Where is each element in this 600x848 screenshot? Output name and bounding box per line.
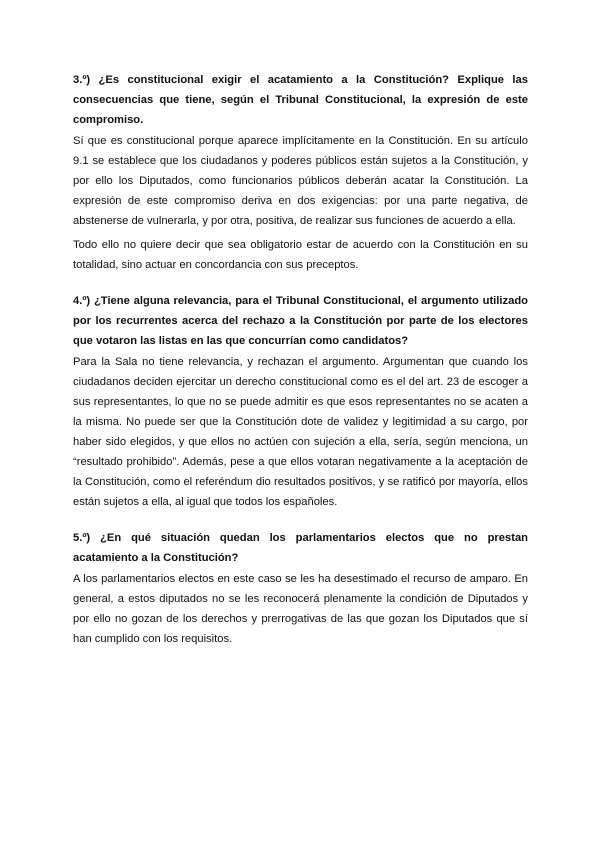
question-section-3	[73, 70, 528, 275]
answer-3-paragraph-2: Todo ello no quiere decir que sea obligatorio estar de acuerdo con la Constitución en su totalidad, sino actuar en concordancia con sus preceptos.	[73, 239, 528, 271]
question-3-heading: 3.º) ¿Es constitucional exigir el acatamiento a la Constitución? Explique las consecuencias que tiene, según el Tribunal Constitucional, la expresión de este compromiso.	[73, 74, 528, 126]
question-section-5	[73, 528, 528, 649]
question-5-heading: 5.º) ¿En qué situación quedan los parlamentarios electos que no prestan acatamiento a la Constitución?	[73, 532, 528, 564]
document-page	[73, 70, 528, 665]
answer-4-paragraph-1: Para la Sala no tiene relevancia, y rechazan el argumento. Argumentan que cuando los ciudadanos deciden ejercitar un derecho constitucional como es el del art. 23 de escoger a sus representantes, lo que no se puede admitir es que esos representantes no se acaten a la misma. No puede ser que la Constitución dote de validez y legitimidad a su cargo, por haber sido elegidos, y que ellos no actúen con sujeción a ella, sería, según menciona, un “resultado prohibido”. Además, pese a que ellos votaran negativamente a la aceptación de la Constitución, como el referéndum dio resultados positivos, y se ratificó por mayoría, ellos están sujetos a ella, al igual que todos los españoles.	[73, 356, 528, 508]
question-4-heading: 4.º) ¿Tiene alguna relevancia, para el Tribunal Constitucional, el argumento utilizado por los recurrentes acerca del rechazo a la Constitución por parte de los electores que votaron las listas en las que concurrían como candidatos?	[73, 295, 528, 347]
question-section-4	[73, 291, 528, 512]
answer-3-paragraph-1: Sí que es constitucional porque aparece implícitamente en la Constitución. En su artículo 9.1 se establece que los ciudadanos y poderes públicos están sujetos a la Constitución, y por ello los Diputados, como funcionarios públicos deberán acatar la Constitución. La expresión de este compromiso deriva en dos exigencias: por una parte negativa, de abstenerse de vulnerarla, y por otra, positiva, de realizar sus funciones de acuerdo a ella.	[73, 135, 528, 227]
answer-5-paragraph-1: A los parlamentarios electos en este caso se les ha desestimado el recurso de amparo. En general, a estos diputados no se les reconocerá plenamente la condición de Diputados y por ello no gozan de los derechos y prerrogativas de las que gozan los Diputados que sí han cumplido con los requisitos.	[73, 573, 528, 645]
